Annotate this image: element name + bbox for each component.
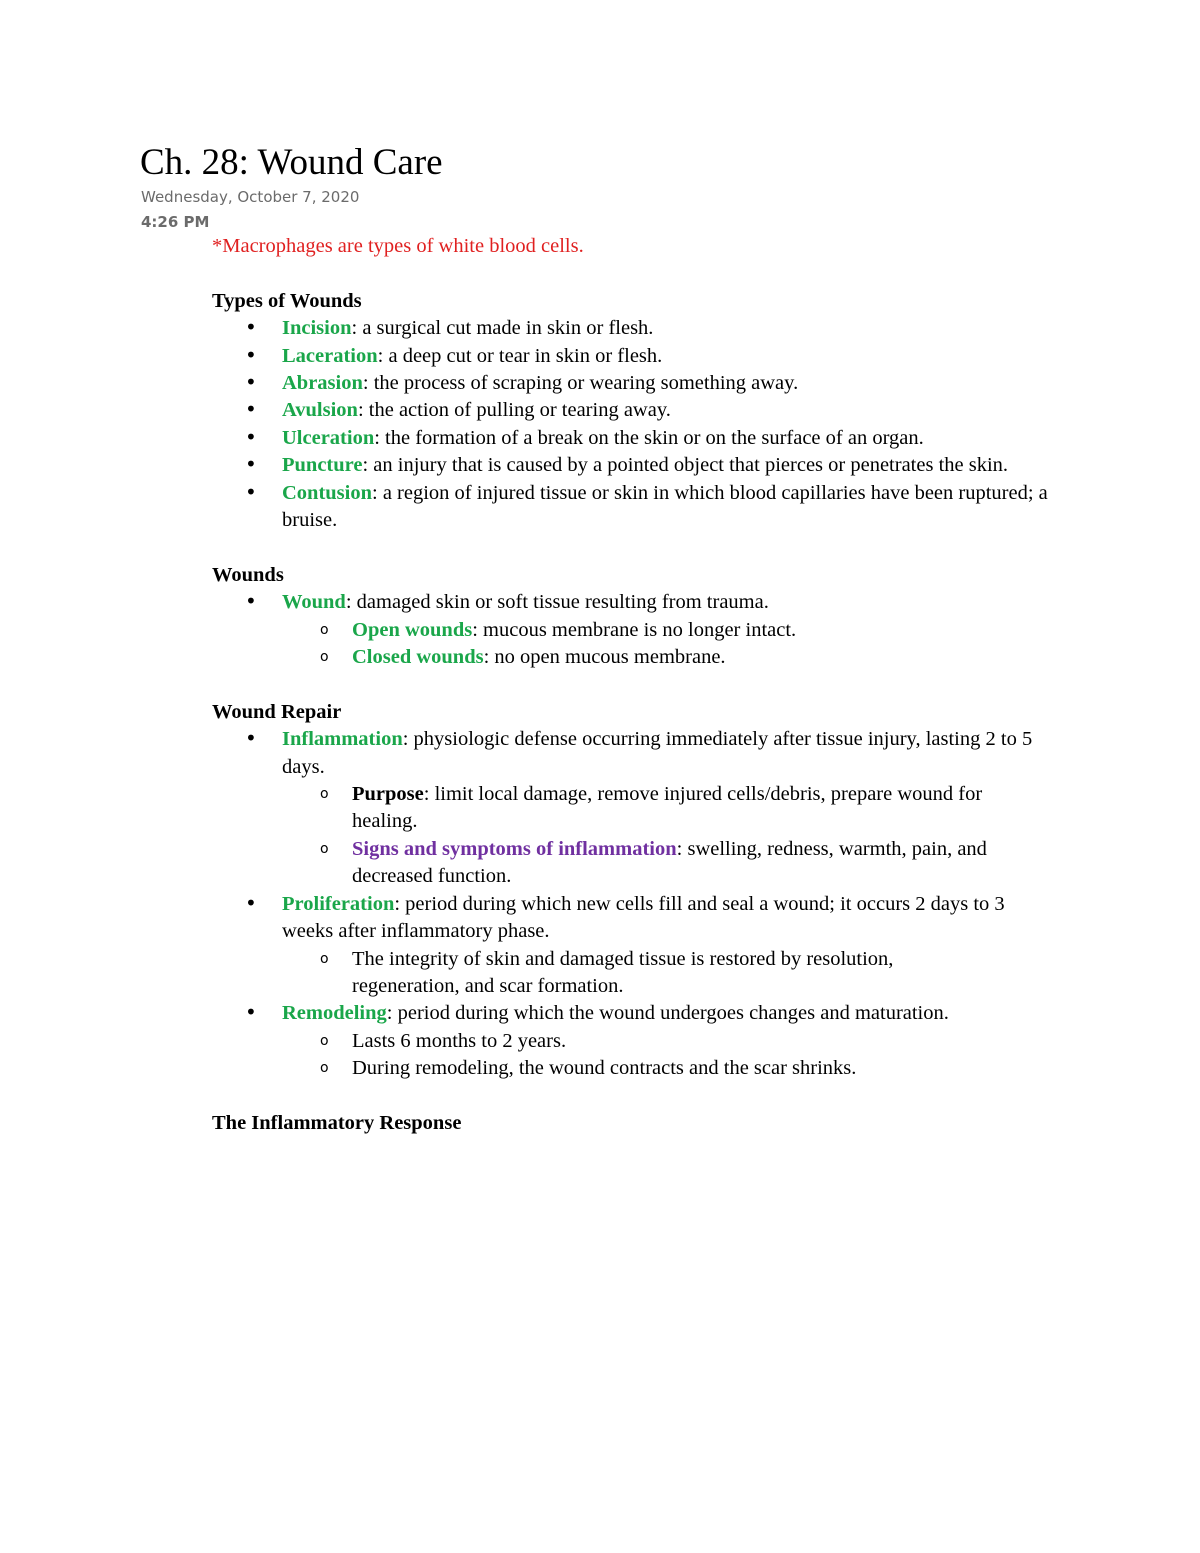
term: Abrasion (282, 372, 363, 395)
remodeling-sublist (282, 1028, 1072, 1083)
list-item (282, 343, 1072, 370)
inflammatory-response-heading: The Inflammatory Response (212, 1111, 462, 1134)
sub-text: Lasts 6 months to 2 years. (352, 1029, 567, 1052)
list-item (282, 480, 1072, 535)
definition: : a deep cut or tear in skin or flesh. (377, 344, 663, 367)
definition: : a region of injured tissue or skin in which blood capillaries have been ruptured; a bruise. (282, 481, 1048, 532)
list-item (352, 1055, 1072, 1082)
wound-repair-section (212, 699, 1072, 1083)
term: Remodeling (282, 1002, 387, 1025)
wounds-section (212, 562, 1072, 672)
list-item (282, 589, 1072, 671)
types-list (212, 315, 1072, 534)
definition: : swelling, redness, warmth, pain, and decreased function. (352, 837, 987, 888)
list-item (352, 644, 1072, 671)
definition: : the action of pulling or tearing away. (357, 399, 671, 422)
list-item (282, 370, 1072, 397)
definition: : physiologic defense occurring immediately after tissue injury, lasting 2 to 5 days. (282, 728, 1033, 778)
term: Laceration (282, 344, 378, 367)
definition: : limit local damage, remove injured cells/debris, prepare wound for healing. (352, 783, 983, 833)
definition: : mucous membrane is no longer intact. (472, 618, 797, 641)
list-item (282, 397, 1072, 424)
definition: : damaged skin or soft tissue resulting from trauma. (345, 591, 769, 614)
term: Closed wounds (352, 646, 484, 669)
proliferation-sublist (282, 946, 1042, 1001)
wounds-heading: Wounds (212, 563, 284, 586)
list-item (282, 891, 1072, 1001)
note-body (212, 233, 1072, 1137)
term: Contusion (282, 481, 373, 504)
term: Incision (282, 317, 352, 340)
types-of-wounds-heading: Types of Wounds (212, 289, 362, 312)
definition: : no open mucous membrane. (483, 646, 726, 669)
term: Ulceration (282, 426, 375, 449)
term: Wound (282, 591, 346, 614)
list-item (282, 1000, 1072, 1082)
macrophage-note: *Macrophages are types of white blood cells. (212, 235, 584, 257)
definition: : period during which new cells fill and seal a wound; it occurs 2 days to 3 weeks after inflammatory phase. (282, 892, 1005, 943)
list-item (352, 946, 1042, 1001)
page-title: Ch. 28: Wound Care (140, 142, 443, 183)
types-of-wounds-section (212, 288, 1072, 535)
term: Proliferation (282, 892, 395, 915)
note-date: Wednesday, October 7, 2020 (141, 188, 360, 206)
list-item (282, 452, 1072, 479)
definition: : an injury that is caused by a pointed object that pierces or penetrates the skin. (362, 454, 1009, 477)
list-item (352, 836, 1042, 891)
definition: : a surgical cut made in skin or flesh. (351, 317, 654, 340)
term: Purpose (352, 783, 424, 806)
list-item (282, 315, 1072, 342)
wounds-list (212, 589, 1072, 671)
definition: : the process of scraping or wearing something away. (362, 372, 799, 395)
sub-text: During remodeling, the wound contracts and the scar shrinks. (352, 1057, 857, 1080)
sub-text: The integrity of skin and damaged tissue is restored by resolution, regeneration, and scar formation. (352, 947, 894, 997)
term: Avulsion (282, 399, 358, 422)
term: Inflammation (282, 728, 403, 751)
term: Puncture (282, 454, 363, 477)
list-item (352, 617, 1072, 644)
wound-repair-heading: Wound Repair (212, 700, 342, 723)
list-item (352, 781, 1042, 836)
list-item (282, 726, 1072, 890)
list-item (282, 425, 1072, 452)
note-time: 4:26 PM (141, 213, 210, 231)
definition: : the formation of a break on the skin or on the surface of an organ. (374, 426, 924, 449)
inflammation-sublist (282, 781, 1042, 891)
repair-list (212, 726, 1072, 1082)
definition: : period during which the wound undergoes changes and maturation. (386, 1002, 949, 1025)
list-item (352, 1028, 1072, 1055)
wounds-sublist (282, 617, 1072, 672)
term: Open wounds (352, 618, 473, 641)
term: Signs and symptoms of inflammation (352, 837, 677, 860)
